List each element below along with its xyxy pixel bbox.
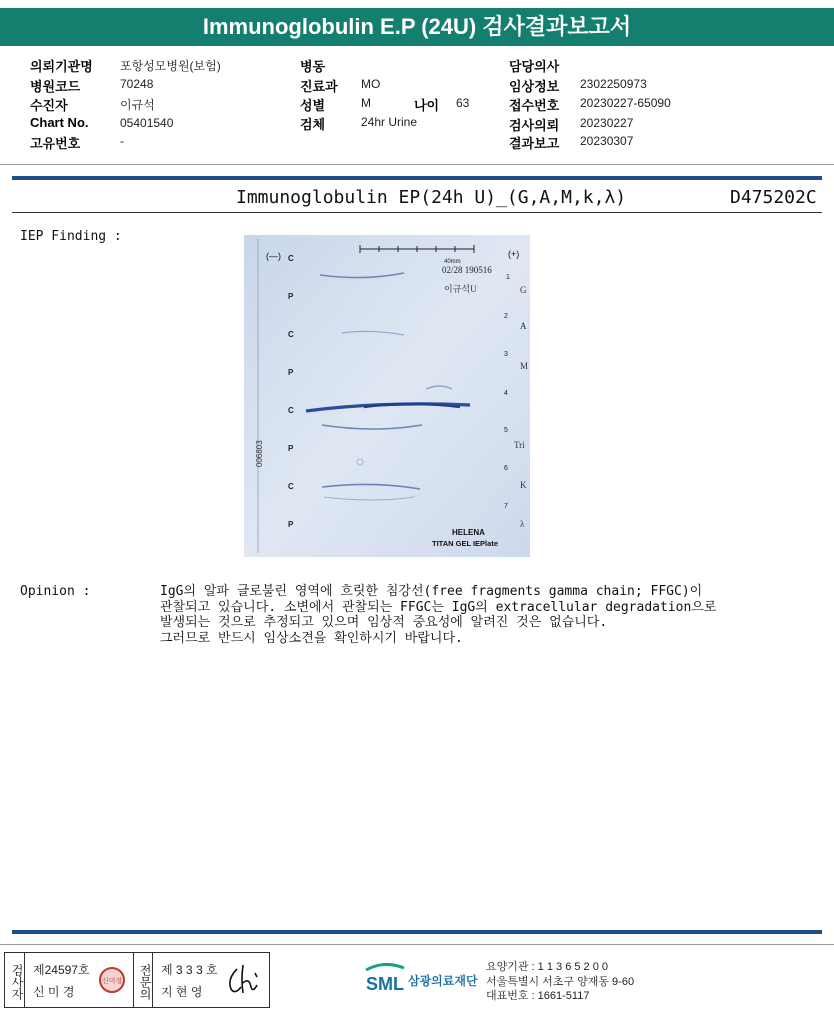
agency-number: 요양기관 : 1 1 3 6 5 2 0 0 (486, 961, 609, 973)
gel-stamp: 02/28 190516 (442, 265, 492, 275)
report-header-title: Immunoglobulin E.P (24U) 검사결과보고서 (0, 8, 834, 46)
patient-value: 이규석 (120, 98, 155, 112)
lane-number: 4 (504, 390, 508, 397)
clinical-label: 임상정보 (509, 79, 560, 94)
header-fields (0, 52, 834, 162)
gel-side-id: 006803 (255, 440, 264, 467)
unique-label: 고유번호 (30, 136, 81, 151)
footer-divider (0, 944, 834, 945)
opinion-line: 그러므로 반드시 임상소견을 확인하시기 바랍니다. (160, 630, 463, 646)
opinion-text (160, 584, 716, 646)
org-name: 삼광의료재단 (408, 974, 478, 988)
age-value: 63 (456, 96, 470, 110)
request-date-label: 검사의뢰 (509, 118, 560, 133)
lane-number: 3 (504, 351, 508, 358)
specimen-label: 검체 (300, 117, 326, 132)
org-contact (486, 960, 634, 1004)
lane-number: 7 (504, 503, 508, 510)
sex-value: M (361, 96, 371, 110)
iep-gel-image (244, 235, 530, 557)
clinical-value: 2302250973 (580, 77, 647, 91)
section-rule-top (12, 176, 822, 180)
lane-letter: C (288, 406, 294, 415)
gel-background (244, 235, 530, 557)
report-date-label: 결과보고 (509, 136, 560, 151)
unique-value: - (120, 134, 124, 148)
gel-negative-label: (—) (266, 251, 281, 261)
lane-number: 2 (504, 313, 508, 320)
org-address: 서울특별시 서초구 양재동 9-60 (486, 975, 635, 988)
report-test-code: D475202C (730, 187, 817, 208)
lane-letter: P (288, 292, 294, 301)
ward-label: 병동 (300, 59, 326, 74)
gel-brand-sub: TITAN GEL IEPlate (432, 539, 498, 548)
opinion-line: 발생되는 것으로 추정되고 있으며 임상적 중요성에 알려진 것은 없습니다. (160, 615, 608, 630)
report-test-title: Immunoglobulin EP(24h U)_(G,A,M,k,λ) (236, 187, 627, 208)
lane-number: 1 (506, 274, 510, 281)
lane-letter: C (288, 482, 294, 491)
gel-handwritten-label: 이규석U (444, 284, 477, 294)
requester-value: 포항성모병원(보험) (120, 59, 221, 73)
age-label: 나이 (414, 98, 440, 113)
lane-name: A (520, 321, 527, 331)
org-phone: 대표번호 : 1661-5117 (486, 990, 590, 1002)
inspector-license: 제24597호 (33, 963, 90, 977)
chart-value: 05401540 (120, 116, 174, 130)
verifier-name: 지 현 영 (161, 985, 203, 999)
scale-label: 40mm (444, 259, 461, 265)
receipt-value: 20230227-65090 (580, 96, 671, 110)
report-date-value: 20230307 (580, 134, 634, 148)
logo-text: SML (366, 974, 404, 994)
lane-name: Tri (514, 440, 525, 450)
receipt-label: 접수번호 (509, 98, 560, 113)
lane-letter: P (288, 444, 294, 453)
gel-positive-label: (+) (508, 249, 520, 259)
dept-label: 진료과 (300, 79, 338, 94)
inspector-seal-icon (97, 965, 127, 995)
header-divider (0, 164, 834, 165)
org-logo (364, 960, 408, 1000)
inspector-label: 검사자 (5, 953, 25, 1007)
verifier-license: 제 3 3 3 호 (161, 963, 218, 977)
chart-label: Chart No. (30, 115, 89, 130)
gel-svg (244, 235, 530, 557)
request-date-value: 20230227 (580, 116, 634, 130)
lane-letter: P (288, 520, 294, 529)
lane-letter: C (288, 330, 294, 339)
sex-label: 성별 (300, 98, 326, 113)
gel-brand: HELENA (452, 528, 485, 537)
verifier-label: 전문의 (133, 953, 153, 1007)
lane-number: 6 (504, 465, 508, 472)
hospital-code-label: 병원코드 (30, 79, 81, 94)
lane-name: M (520, 361, 529, 371)
requester-label: 의뢰기관명 (30, 59, 93, 74)
inspector-name: 신 미 경 (33, 985, 75, 999)
verifier-signature-icon (223, 959, 265, 999)
lane-letter: P (288, 368, 294, 377)
opinion-line: 관찰되고 있습니다. 소변에서 관찰되는 FFGC는 IgG의 extracellular degradation으로 (160, 599, 717, 615)
section-rule-bottom (12, 930, 822, 934)
opinion-line: IgG의 알파 글로불린 영역에 흐릿한 침강선(free fragments gamma chain; FFGC)이 (160, 584, 703, 599)
dept-value: MO (361, 77, 381, 91)
patient-label: 수진자 (30, 98, 68, 113)
lane-name: G (520, 285, 527, 295)
lane-name: K (520, 480, 527, 490)
doctor-label: 담당의사 (509, 59, 560, 74)
inspector-seal-text: 신미경 (101, 977, 123, 985)
lane-number: 5 (504, 427, 508, 434)
iep-finding-label: IEP Finding : (20, 229, 122, 244)
lane-letter: C (288, 254, 294, 263)
sml-logo-icon (364, 960, 408, 996)
opinion-label: Opinion : (20, 584, 91, 599)
title-underline (12, 212, 822, 213)
hospital-code-value: 70248 (120, 77, 154, 91)
lane-name: λ (520, 519, 525, 529)
signature-box (4, 952, 270, 1008)
specimen-value: 24hr Urine (361, 115, 418, 129)
